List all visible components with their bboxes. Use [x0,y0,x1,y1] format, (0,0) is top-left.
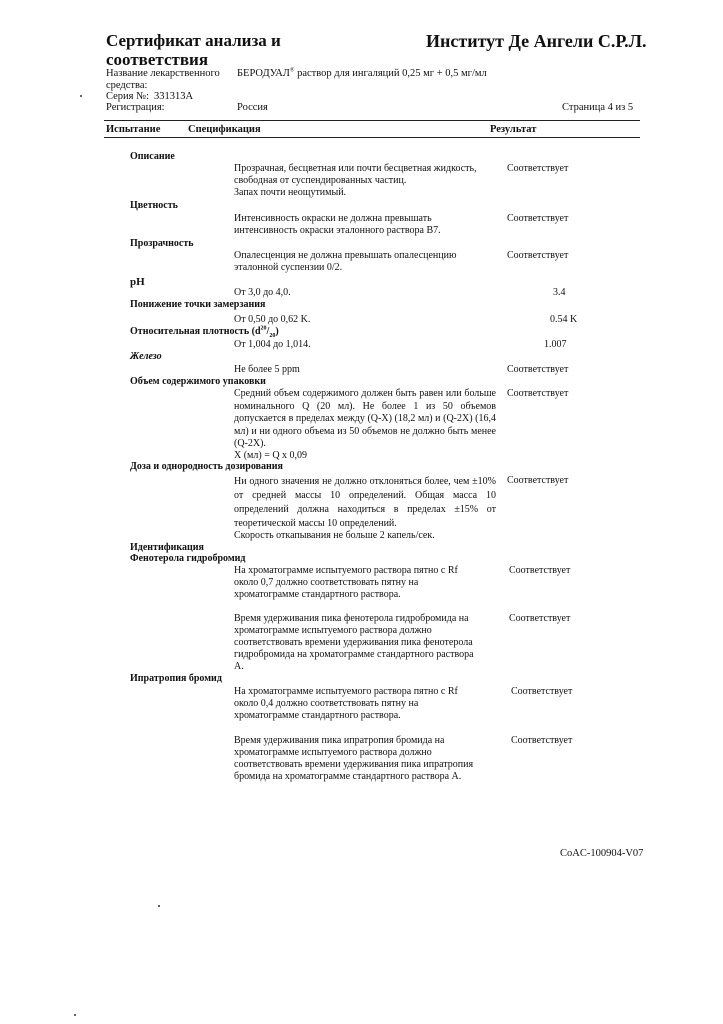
fenoterol-test2-line3: соответствовать времени удерживания пика фенотерола [234,637,473,648]
dose-result: Соответствует [507,475,569,486]
ipratropium-test2-line1: Время удерживания пика ипратропия бромида на [234,735,445,746]
registered-mark: ® [289,67,295,74]
ipratropium-test2-result: Соответствует [511,735,573,746]
ph-spec: От 3,0 до 4,0. [234,287,291,298]
header-divider-top [104,120,640,121]
header-divider-bottom [104,137,640,138]
scan-speck [80,95,82,97]
iron-spec: Не более 5 ppm [234,364,300,375]
registration-value: Россия [237,102,268,113]
column-spec: Спецификация [188,124,261,135]
ipratropium-test2-line3: соответствовать времени удерживания пика ипратропия [234,759,474,770]
ipratropium-test2-line4: бромида на хроматограмме стандартного раствора A. [234,771,462,782]
dose-spec-paragraph: Ни одного значения не должно отклоняться более, чем ±10% от средней массы 10 определений. Общая масса 10 определений должна находиться в пределах ±15% от теоретической массы 10 определений. [234,476,496,529]
volume-spec-formula: X (мл) = Q x 0,09 [234,450,308,461]
fenoterol-test2-line4: гидробромида на хроматограмме стандартного раствора [234,649,474,660]
ipratropium-test1-result: Соответствует [511,686,573,697]
fenoterol-test1-line3: хроматограмме стандартного раствора. [234,589,401,600]
density-sup-bottom: 20 [269,333,276,339]
scan-speck [74,1014,76,1016]
freezing-spec: От 0,50 до 0,62 K. [234,314,311,325]
section-color: Цветность [130,200,178,211]
subsection-fenoterol: Фенотерола гидробромид [130,553,246,564]
drug-name [237,68,487,80]
color-spec-1: Интенсивность окраски не должна превышать [234,213,432,224]
density-spec: От 1,004 до 1,014. [234,339,311,350]
section-dose-uniformity: Доза и однородность дозирования [130,461,283,472]
scan-speck [158,905,160,907]
density-slash: / [266,326,270,337]
fenoterol-test1-line1: На хроматограмме испытуемого раствора пятно с Rf [234,565,458,576]
freezing-result: 0.54 K [550,314,578,325]
section-ph: pH [130,276,145,288]
fenoterol-test2-line5: A. [234,661,244,672]
certificate-title-line1: Сертификат анализа и [106,31,281,50]
subsection-ipratropium: Ипратропия бромид [130,673,222,684]
fenoterol-test2-line1: Время удерживания пика фенотерола гидробромида на [234,613,469,624]
drug-label-line2: средства: [106,80,148,91]
section-clarity: Прозрачность [130,238,194,249]
ipratropium-test1-line3: хроматограмме стандартного раствора. [234,710,401,721]
section-volume: Объем содержимого упаковки [130,376,266,387]
drug-dosage: раствор для ингаляций 0,25 мг + 0,5 мг/мл [294,68,487,79]
series-label: Серия №: [106,91,150,102]
ipratropium-test2-line2: хроматограмме испытуемого раствора должно [234,747,432,758]
section-identification: Идентификация [130,542,204,553]
density-result: 1.007 [544,339,567,350]
series-value: 331313A [154,91,194,102]
fenoterol-test2-line2: хроматограмме испытуемого раствора должно [234,625,432,636]
density-title: Относительная плотность (d [130,326,261,337]
density-title-end: ) [275,326,279,337]
description-spec-3: Запах почти неощутимый. [234,187,347,198]
fenoterol-test2-result: Соответствует [509,613,571,624]
column-result: Результат [490,124,537,135]
description-result: Соответствует [507,163,569,174]
section-density [130,326,279,339]
fenoterol-test1-line2: около 0,7 должно соответствовать пятну на [234,577,419,588]
page-indicator: Страница 4 из 5 [562,102,634,113]
description-spec-1: Прозрачная, бесцветная или почти бесцветная жидкость, [234,163,477,174]
fenoterol-test1-result: Соответствует [509,565,571,576]
density-sup-top: 20 [260,325,267,332]
section-description: Описание [130,151,175,162]
ipratropium-test1-line1: На хроматограмме испытуемого раствора пятно с Rf [234,686,458,697]
color-spec-2: интенсивность окраски эталонного раствора B7. [234,225,441,236]
iron-result: Соответствует [507,364,569,375]
ipratropium-test1-line2: около 0,4 должно соответствовать пятну на [234,698,419,709]
dose-spec-speed: Скорость откапывания не больше 2 капель/сек. [234,530,435,541]
clarity-result: Соответствует [507,250,569,261]
institute-name: Институт Де Ангели С.Р.Л. [426,31,647,51]
column-test: Испытание [106,124,161,135]
volume-result: Соответствует [507,388,569,399]
document-code: CoAC-100904-V07 [560,848,644,859]
volume-spec-paragraph: Средний объем содержимого должен быть равен или больше номинального Q (20 мл). Не более 1 из 50 объемов допускается в пределах между (Q-X) (18,2 мл) и (Q-2X) (16,4 мл) и ни одного объема из 50 объемов не должно быть менее (Q-2X). [234,388,496,450]
drug-trademark: БЕРОДУАЛ [237,68,290,79]
clarity-spec-2: эталонной суспензии 0/2. [234,262,343,273]
section-iron: Железо [130,351,162,362]
clarity-spec-1: Опалесценция не должна превышать опалесценцию [234,250,457,261]
section-freezing-point: Понижение точки замерзания [130,299,266,310]
drug-label-line1: Название лекарственного [106,68,220,79]
certificate-title-line2: соответствия [106,50,209,69]
registration-label: Регистрация: [106,102,165,113]
color-result: Соответствует [507,213,569,224]
description-spec-2: свободная от суспендированных частиц. [234,175,407,186]
ph-result: 3.4 [553,287,566,298]
